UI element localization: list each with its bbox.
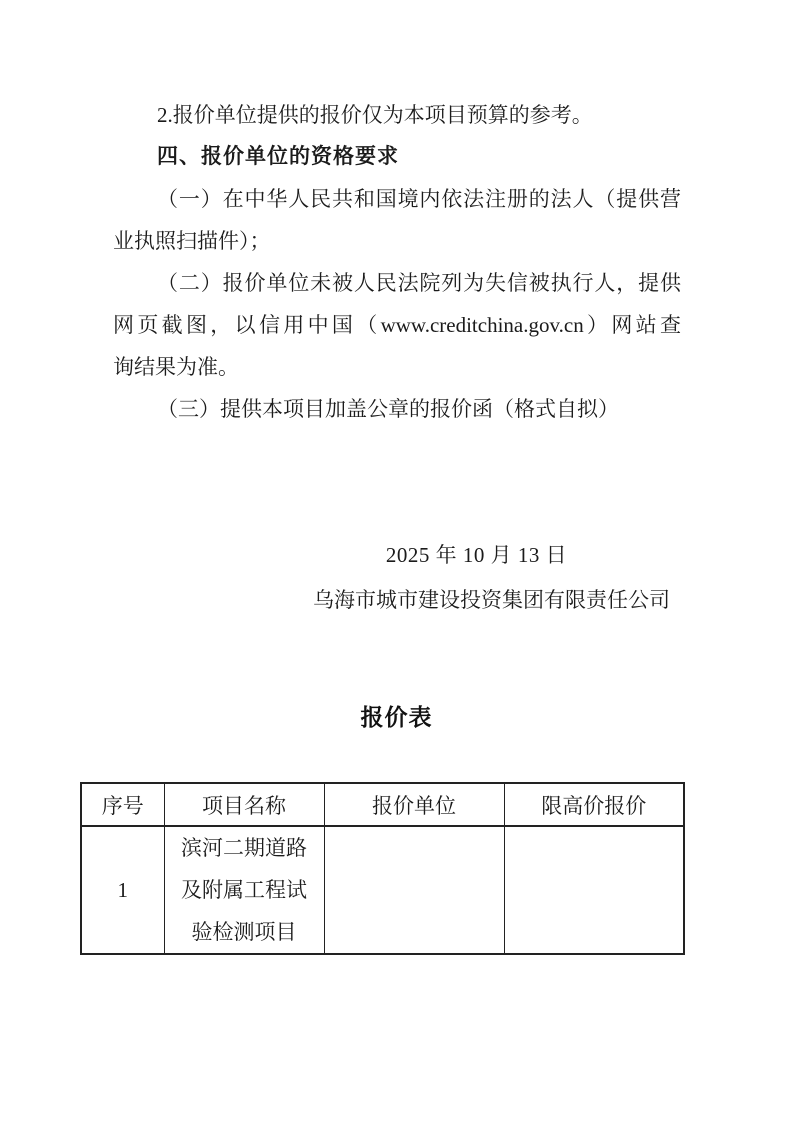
body-text-line: 网页截图，以信用中国（www.creditchina.gov.cn）网站查 xyxy=(113,313,681,337)
project-name-line: 验检测项目 xyxy=(191,920,297,944)
section-heading: 四、报价单位的资格要求 xyxy=(157,145,399,168)
cell-serial-number: 1 xyxy=(81,826,164,954)
cell-project-name xyxy=(164,826,324,954)
signature-date: 2025 年 10 月 13 日 xyxy=(385,543,568,567)
quote-table-title: 报价表 xyxy=(360,704,433,730)
table-row xyxy=(81,826,684,954)
quote-table xyxy=(80,782,685,955)
column-header: 序号 xyxy=(81,783,164,826)
column-header: 报价单位 xyxy=(324,783,504,826)
body-paragraphs xyxy=(113,94,681,430)
body-text-line: 2.报价单位提供的报价仅为本项目预算的参考。 xyxy=(157,103,593,127)
cell-quote-unit xyxy=(324,826,504,954)
column-header: 项目名称 xyxy=(164,783,324,826)
body-text-line: 询结果为准。 xyxy=(113,355,239,379)
body-text-line: （一）在中华人民共和国境内依法注册的法人（提供营 xyxy=(157,187,681,211)
body-text-line: （三）提供本项目加盖公章的报价函（格式自拟） xyxy=(157,397,619,421)
cell-max-price xyxy=(504,826,684,954)
body-text-line: （二）报价单位未被人民法院列为失信被执行人，提供 xyxy=(157,271,681,295)
project-name-line: 滨河二期道路 xyxy=(181,836,307,860)
body-text-line: 业执照扫描件）； xyxy=(113,229,271,253)
project-name-line: 及附属工程试 xyxy=(181,878,307,902)
column-header: 限高价报价 xyxy=(504,783,684,826)
table-header-row xyxy=(81,783,684,826)
signature-company: 乌海市城市建设投资集团有限责任公司 xyxy=(313,588,670,612)
